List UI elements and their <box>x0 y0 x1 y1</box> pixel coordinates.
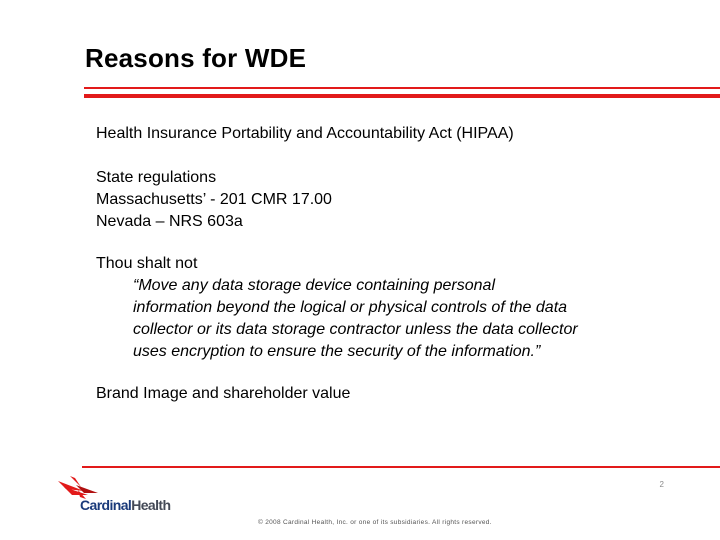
cardinal-health-logo <box>54 475 172 517</box>
footer-divider <box>82 466 720 468</box>
quote-line: uses encryption to ensure the security of the information.” <box>133 343 541 360</box>
logo-text-health: Health <box>131 497 171 513</box>
title-divider-bottom <box>84 94 720 98</box>
quote-line: collector or its data storage contractor unless the data collector <box>133 321 578 338</box>
logo-wordmark <box>80 497 170 513</box>
slide-title: Reasons for WDE <box>85 43 307 73</box>
quote-line: “Move any data storage device containing personal <box>133 277 495 294</box>
thou-shalt-not-text: Thou shalt not <box>96 255 198 272</box>
hipaa-text: Health Insurance Portability and Accountability Act (HIPAA) <box>96 125 514 142</box>
copyright-notice: © 2008 Cardinal Health, Inc. or one of its subsidiaries. All rights reserved. <box>258 519 492 526</box>
logo-text-cardinal: Cardinal <box>80 497 132 513</box>
massachusetts-text: Massachusetts’ - 201 CMR 17.00 <box>96 191 332 208</box>
title-divider-top <box>84 87 720 89</box>
regulation-quote <box>133 275 578 363</box>
state-regulations-text: State regulations <box>96 169 217 186</box>
page-number: 2 <box>659 480 664 489</box>
brand-image-text: Brand Image and shareholder value <box>96 385 351 402</box>
nevada-text: Nevada – NRS 603a <box>96 213 243 230</box>
quote-line: information beyond the logical or physical controls of the data <box>133 299 568 316</box>
